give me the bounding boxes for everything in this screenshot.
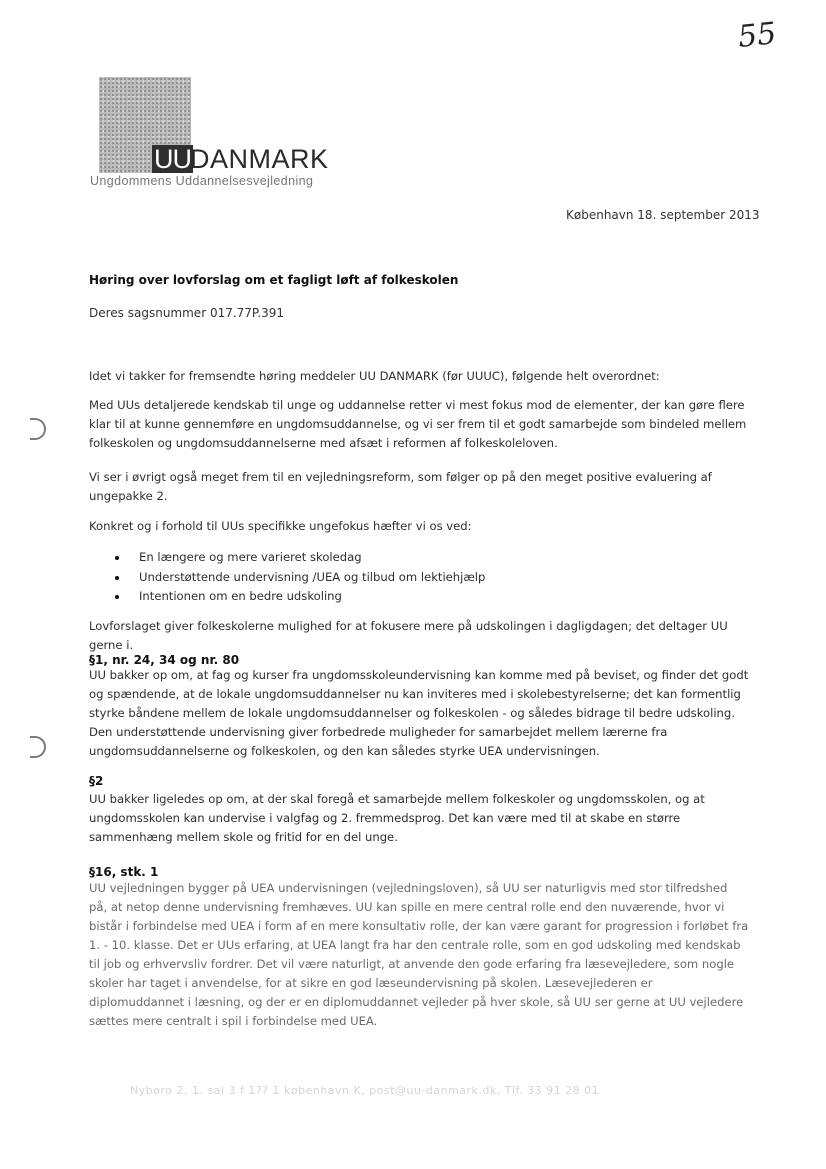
punch-hole-mark [30,736,46,758]
section-text-3: UU vejledningen bygger på UEA undervisningen (vejledningsloven), så UU ser naturligvis med stor tilfredshed på, at netop denne undervisning fremhæves. UU kan spille en mere central rolle end den nuværende, hvor vi bistår i forbindelse med UEA i form af en mere konsultativ rolle, der kan være garant for progression i forløbet fra 1. - 10. klasse. Det er UUs erfaring, at UEA langt fra har den centrale rolle, som en god udskoling med kendskab til job og erhvervsliv fordrer. Det vil være naturligt, at anvende den gode erfaring fra læsevejledere, som nogle skoler har taget i anvendelse, for at sikre en god læseundervisning på skolen. Læsevejlederen er diplomuddannet i læsning, og der er en diplomuddannet vejleder på hver skole, så UU ser gerne at UU vejledere sættes mere centralt i spil i forbindelse med UEA. [89,881,749,1028]
logo-danmark: DANMARK [190,144,329,174]
list-item: En længere og mere varieret skoledag [112,548,485,568]
section-heading-3: §16, stk. 1 [89,865,159,879]
section-text-1: UU bakker op om, at fag og kurser fra ungdomsskoleundervisning kan komme med på beviset, og finder det godt og spændende, at de lokale ungdomsuddannelser nu kan inviteres med i skolebestyrelserne; det kan formentlig styrke båndene mellem de lokale ungdomsuddannelser og folkeskolen - og således bidrage til bedre udskoling. Den understøttende undervisning giver forbedrede muligheder for samarbejdet mellem lærerne fra ungdomsuddannelserne og folkeskolen, og den kan således styrke UEA undervisningen. [89,668,749,758]
list-item: Intentionen om en bedre udskoling [112,587,485,607]
section-heading-2: §2 [89,774,104,788]
paragraph-focus: Med UUs detaljerede kendskab til unge og uddannelse retter vi mest fokus mod de elementer, der kan gøre flere klar til at kunne gennemføre en ungdomsuddannelse, og vi ser frem til et godt samarbejde som bindeled mellem folkeskolen og ungdomsuddannelserne med afsæt i reformen af folkeskoleloven. [89,398,747,450]
case-number: Deres sagsnummer 017.77P.391 [89,306,285,320]
section-heading-1: §1, nr. 24, 34 og nr. 80 [89,653,240,667]
handwritten-page-number: 55 [736,16,778,55]
section-text-2: UU bakker ligeledes op om, at der skal foregå et samarbejde mellem folkeskoler og ungdomsskolen, og at ungdomsskolen kan undervise i valgfag og 2. fremmedsprog. Det kan være med til at skabe en større sammenhæng mellem skole og fritid for en del unge. [89,792,705,844]
logo-uu: UU [154,144,191,174]
intro-paragraph: Idet vi takker for fremsendte høring meddeler UU DANMARK (før UUUC), følgende helt overordnet: [89,369,660,383]
paragraph-reform: Vi ser i øvrigt også meget frem til en vejledningsreform, som følger op på den meget positive evaluering af ungepakke 2. [89,470,712,503]
bullet-icon [115,595,119,599]
punch-hole-mark [30,418,46,440]
letter-footer: Nyboro 2, 1. sal 3 f 1?? 1 københavn K, post@uu-danmark.dk, Tlf. 33 91 28 01 [130,1084,600,1097]
paragraph-specific: Konkret og i forhold til UUs specifikke ungefokus hæfter vi os ved: [89,519,472,533]
bullet-icon [115,556,119,560]
paragraph-lovforslag: Lovforslaget giver folkeskolerne mulighed for at fokusere mere på udskolingen i dagligdagen; det deltager UU gerne i. [89,619,728,652]
letter-title: Høring over lovforslag om et fagligt løft af folkeskolen [89,273,459,287]
logo-tagline: Ungdommens Uddannelsesvejledning [90,174,314,188]
bullet-icon [115,576,119,580]
letter-date: København 18. september 2013 [566,208,760,222]
list-item: Understøttende undervisning /UEA og tilbud om lektiehjælp [112,568,485,588]
bullet-list [112,548,485,607]
